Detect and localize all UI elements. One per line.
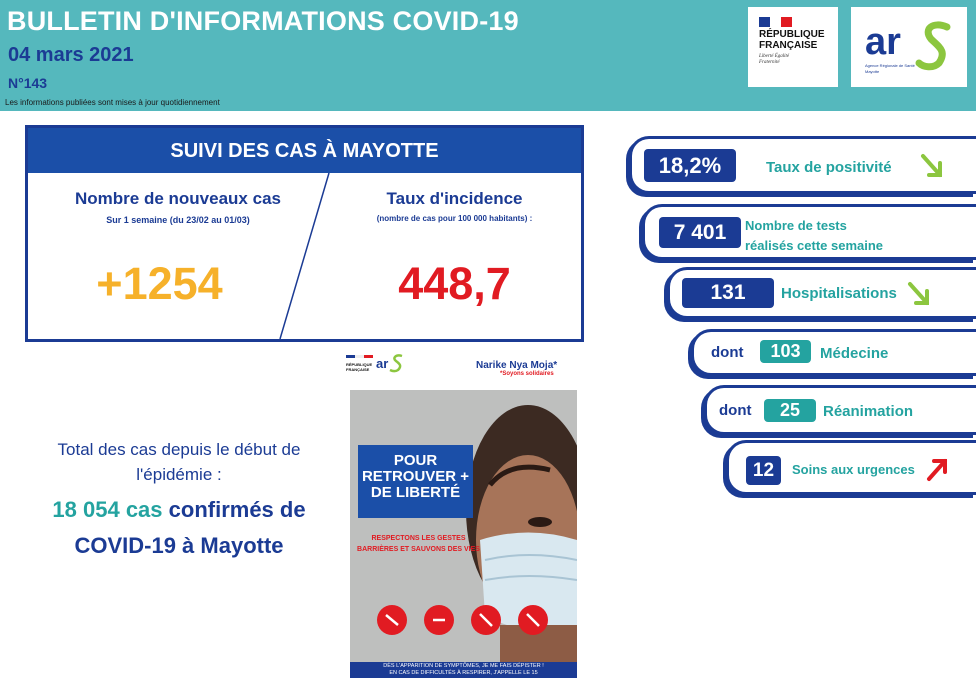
french-flag-icon <box>759 17 792 27</box>
republique-francaise-logo <box>748 7 838 87</box>
trend-down-arrow-icon <box>920 153 946 181</box>
svg-text:ar: ar <box>376 356 389 371</box>
svg-text:Agence Régionale de Santé: Agence Régionale de Santé <box>865 63 915 68</box>
urgences-indicator <box>726 440 976 495</box>
medecine-prefix: dont <box>711 344 744 361</box>
medecine-label: Médecine <box>820 345 889 362</box>
incidence-label: Taux d'incidence <box>386 189 523 208</box>
poster-slogan: Narike Nya Moja* <box>476 360 558 371</box>
trend-up-arrow-icon <box>925 455 951 483</box>
poster-footer: DÈS L'APPARITION DE SYMPTÔMES, JE ME FAIS DÉPISTER ! EN CAS DE DIFFICULTÉS À RESPIRER, J'APPELLE LE 15 <box>350 662 577 678</box>
medecine-indicator <box>691 329 976 376</box>
bulletin-title: BULLETIN D'INFORMATIONS COVID-19 <box>7 6 519 36</box>
total-cases-count: 18 054 cas <box>52 497 163 522</box>
bulletin-number: N°143 <box>8 75 48 91</box>
new-cases-label: Nombre de nouveaux cas <box>75 189 281 208</box>
incidence-subtitle: (nombre de cas pour 100 000 habitants) : <box>376 214 533 223</box>
ars-logo <box>851 7 967 87</box>
poster-red-text: RESPECTONS LES GESTES BARRIÈRES ET SAUVONS DES VIES <box>357 535 480 553</box>
republique-text: RÉPUBLIQUE FRANÇAISE <box>759 29 825 51</box>
urgences-value: 12 <box>746 456 781 485</box>
hospitalisations-value: 131 <box>682 278 774 308</box>
incidence-value: 448,7 <box>398 258 511 309</box>
poster-card: POUR RETROUVER + DE LIBERTÉ <box>358 445 473 518</box>
total-cases-rest: confirmés de COVID-19 à Mayotte <box>74 497 306 558</box>
reanimation-prefix: dont <box>719 402 752 419</box>
new-cases-period: Sur 1 semaine (du 23/02 au 01/03) <box>106 215 250 225</box>
trend-down-arrow-icon <box>907 281 933 309</box>
hospitalisations-indicator <box>667 267 976 319</box>
total-cases-intro: Total des cas depuis le début de l'épidémie : <box>57 440 301 484</box>
total-cases-summary <box>18 437 340 564</box>
reanimation-label: Réanimation <box>823 403 914 420</box>
reanimation-indicator <box>704 385 976 435</box>
svg-text:Mayotte: Mayotte <box>865 69 880 74</box>
svg-text:RÉPUBLIQUE: RÉPUBLIQUE <box>346 362 373 367</box>
tests-value: 7 401 <box>659 217 741 248</box>
reanimation-value: 25 <box>764 399 816 422</box>
positivity-label: Taux de positivité <box>766 159 892 176</box>
cases-tracking-panel <box>25 125 584 342</box>
total-cases-statement <box>18 492 340 564</box>
header-banner <box>0 0 976 111</box>
poster-header <box>340 349 580 389</box>
new-cases-value: +1254 <box>96 258 223 309</box>
republique-motto: Liberté Égalité Fraternité <box>759 54 790 65</box>
hospitalisations-label: Hospitalisations <box>781 285 897 302</box>
svg-text:ar: ar <box>865 21 901 63</box>
update-note: Les informations publiées sont mises à jour quotidiennement <box>5 98 220 107</box>
prevention-poster <box>350 390 577 678</box>
tests-indicator <box>642 204 976 260</box>
urgences-label: Soins aux urgences <box>792 462 915 477</box>
svg-text:FRANÇAISE: FRANÇAISE <box>346 367 370 372</box>
tests-label: Nombre de tests réalisés cette semaine <box>745 218 884 253</box>
poster-slogan-sub: *Soyons solidaires <box>500 371 554 377</box>
positivity-indicator <box>629 136 976 194</box>
bulletin-date: 04 mars 2021 <box>8 44 134 66</box>
cases-panel-heading: SUIVI DES CAS À MAYOTTE <box>28 128 581 173</box>
positivity-value: 18,2% <box>644 149 736 182</box>
medecine-value: 103 <box>760 340 811 363</box>
